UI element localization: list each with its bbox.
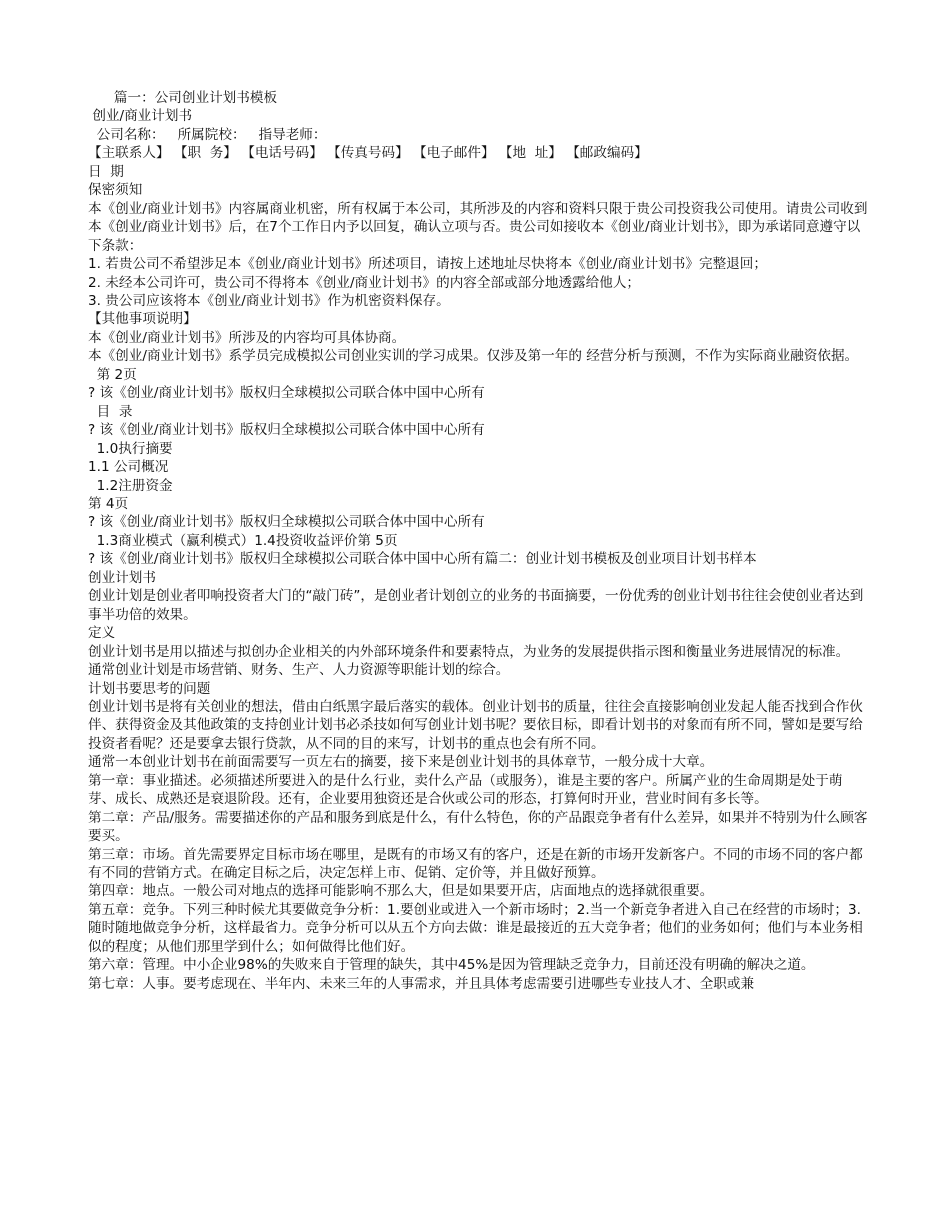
document-line: 篇一：公司创业计划书模板: [88, 90, 278, 106]
document-line: 定义: [88, 625, 116, 642]
document-line: 日 期: [88, 163, 124, 180]
document-line: 公司名称： 所属院校： 指导老师：: [88, 126, 327, 143]
document-line: 第一章：事业描述。必须描述所要进入的是什么行业，卖什么产品（或服务），谁是主要的客户。所属产业的生命周期是处于萌芽、成长、成熟还是衰退阶段。还有，企业要用独资还是合伙或公司的形态，打算何时开业，营业时间有多长等。: [88, 772, 843, 808]
document-line: 【其他事项说明】: [88, 311, 197, 328]
document-line: ? 该《创业/商业计划书》版权归全球模拟公司联合体中国中心所有: [88, 514, 485, 531]
document-line: 1.0执行摘要: [88, 440, 173, 457]
document-line: 第三章：市场。首先需要界定目标市场在哪里，是既有的市场又有的客户，还是在新的市场开发新客户。不同的市场不同的客户都有不同的营销方式。在确定目标之后，决定怎样上市、促销、定价等，并且做好预算。: [88, 846, 863, 882]
document-line: 创业计划书是将有关创业的想法，借由白纸黑字最后落实的载体。创业计划书的质量，往往会直接影响创业发起人能否找到合作伙伴、获得资金及其他政策的支持创业计划书必杀技如何写创业计划书呢？要依目标，即看计划书的对象而有所不同，譬如是要写给投资者看呢？还是要拿去银行贷款，从不同的目的来写，计划书的重点也会有所不同。: [88, 698, 863, 752]
document-line: 第五章：竞争。下列三种时候尤其要做竞争分析：1.要创业或进入一个新市场时；2.当一个新竞争者进入自己在经营的市场时；3.随时随地做竞争分析，这样最省力。竞争分析可以从五个方向去做：谁是最接近的五大竞争者；他们的业务如何；他们与本业务相似的程度；从他们那里学到什么；如何做得比他们好。: [88, 901, 863, 955]
document-line: 创业计划书: [88, 569, 156, 586]
document-line: 1.3商业模式（赢利模式）1.4投资收益评价第 5页: [88, 532, 398, 549]
document-line: 创业/商业计划书: [88, 108, 193, 125]
document-line: 本《创业/商业计划书》内容属商业机密，所有权属于本公司，其所涉及的内容和资料只限于贵公司投资我公司使用。请贵公司收到本《创业/商业计划书》后，在7个工作日内予以回复，确认立项与否。贵公司如接收本《创业/商业计划书》，即为承诺同意遵守以下条款：: [88, 200, 868, 254]
document-line: 目 录: [88, 403, 133, 420]
document-line: 2. 未经本公司许可，贵公司不得将本《创业/商业计划书》的内容全部或部分地透露给他人；: [88, 274, 641, 291]
document-line: 创业计划书是用以描述与拟创办企业相关的内外部环境条件和要素特点，为业务的发展提供指示图和衡量业务进展情况的标准。: [88, 643, 850, 660]
document-line: 第四章：地点。一般公司对地点的选择可能影响不那么大，但是如果要开店，店面地点的选择就很重要。: [88, 883, 714, 900]
document-line: 本《创业/商业计划书》所涉及的内容均可具体协商。: [88, 329, 406, 346]
document-line: 3. 贵公司应该将本《创业/商业计划书》作为机密资料保存。: [88, 292, 450, 309]
document-line: 1. 若贵公司不希望涉足本《创业/商业计划书》所述项目，请按上述地址尽快将本《创业/商业计划书》完整退回；: [88, 256, 767, 273]
document-line: 通常一本创业计划书在前面需要写一页左右的摘要，接下来是创业计划书的具体章节，一般分成十大章。: [88, 754, 714, 771]
document-line: 本《创业/商业计划书》系学员完成模拟公司创业实训的学习成果。仅涉及第一年的 经营分析与预测，不作为实际商业融资依据。: [88, 348, 859, 365]
document-line: ? 该《创业/商业计划书》版权归全球模拟公司联合体中国中心所有: [88, 385, 485, 402]
document-line: ? 该《创业/商业计划书》版权归全球模拟公司联合体中国中心所有: [88, 422, 485, 439]
document-body: [88, 89, 868, 993]
document-line: 第六章：管理。中小企业98%的失败来自于管理的缺失，其中45%是因为管理缺乏竞争力，目前还没有明确的解决之道。: [88, 957, 815, 974]
document-line: 【主联系人】 【职 务】 【电话号码】 【传真号码】 【电子邮件】 【地 址】 【邮政编码】: [88, 145, 648, 162]
document-line: 计划书要思考的问题: [88, 680, 211, 697]
document-line: 第 4页: [88, 495, 129, 512]
document-line: 第七章：人事。要考虑现在、半年内、未来三年的人事需求，并且具体考虑需要引进哪些专业技人才、全职或兼: [88, 975, 755, 992]
document-line: 通常创业计划是市场营销、财务、生产、人力资源等职能计划的综合。: [88, 662, 510, 679]
document-line: 保密须知: [88, 182, 143, 199]
document-line: 创业计划是创业者叩响投资者大门的“敲门砖”，是创业者计划创立的业务的书面摘要，一份优秀的创业计划书往往会使创业者达到事半功倍的效果。: [88, 588, 864, 623]
document-line: ? 该《创业/商业计划书》版权归全球模拟公司联合体中国中心所有篇二：创业计划书模板及创业项目计划书样本: [88, 551, 757, 568]
document-line: 1.1 公司概况: [88, 459, 169, 476]
document-line: 第二章：产品/服务。需要描述你的产品和服务到底是什么，有什么特色，你的产品跟竞争者有什么差异，如果并不特别为什么顾客要买。: [88, 809, 868, 845]
document-line: 第 2页: [88, 366, 137, 383]
document-line: 1.2注册资金: [88, 477, 173, 494]
